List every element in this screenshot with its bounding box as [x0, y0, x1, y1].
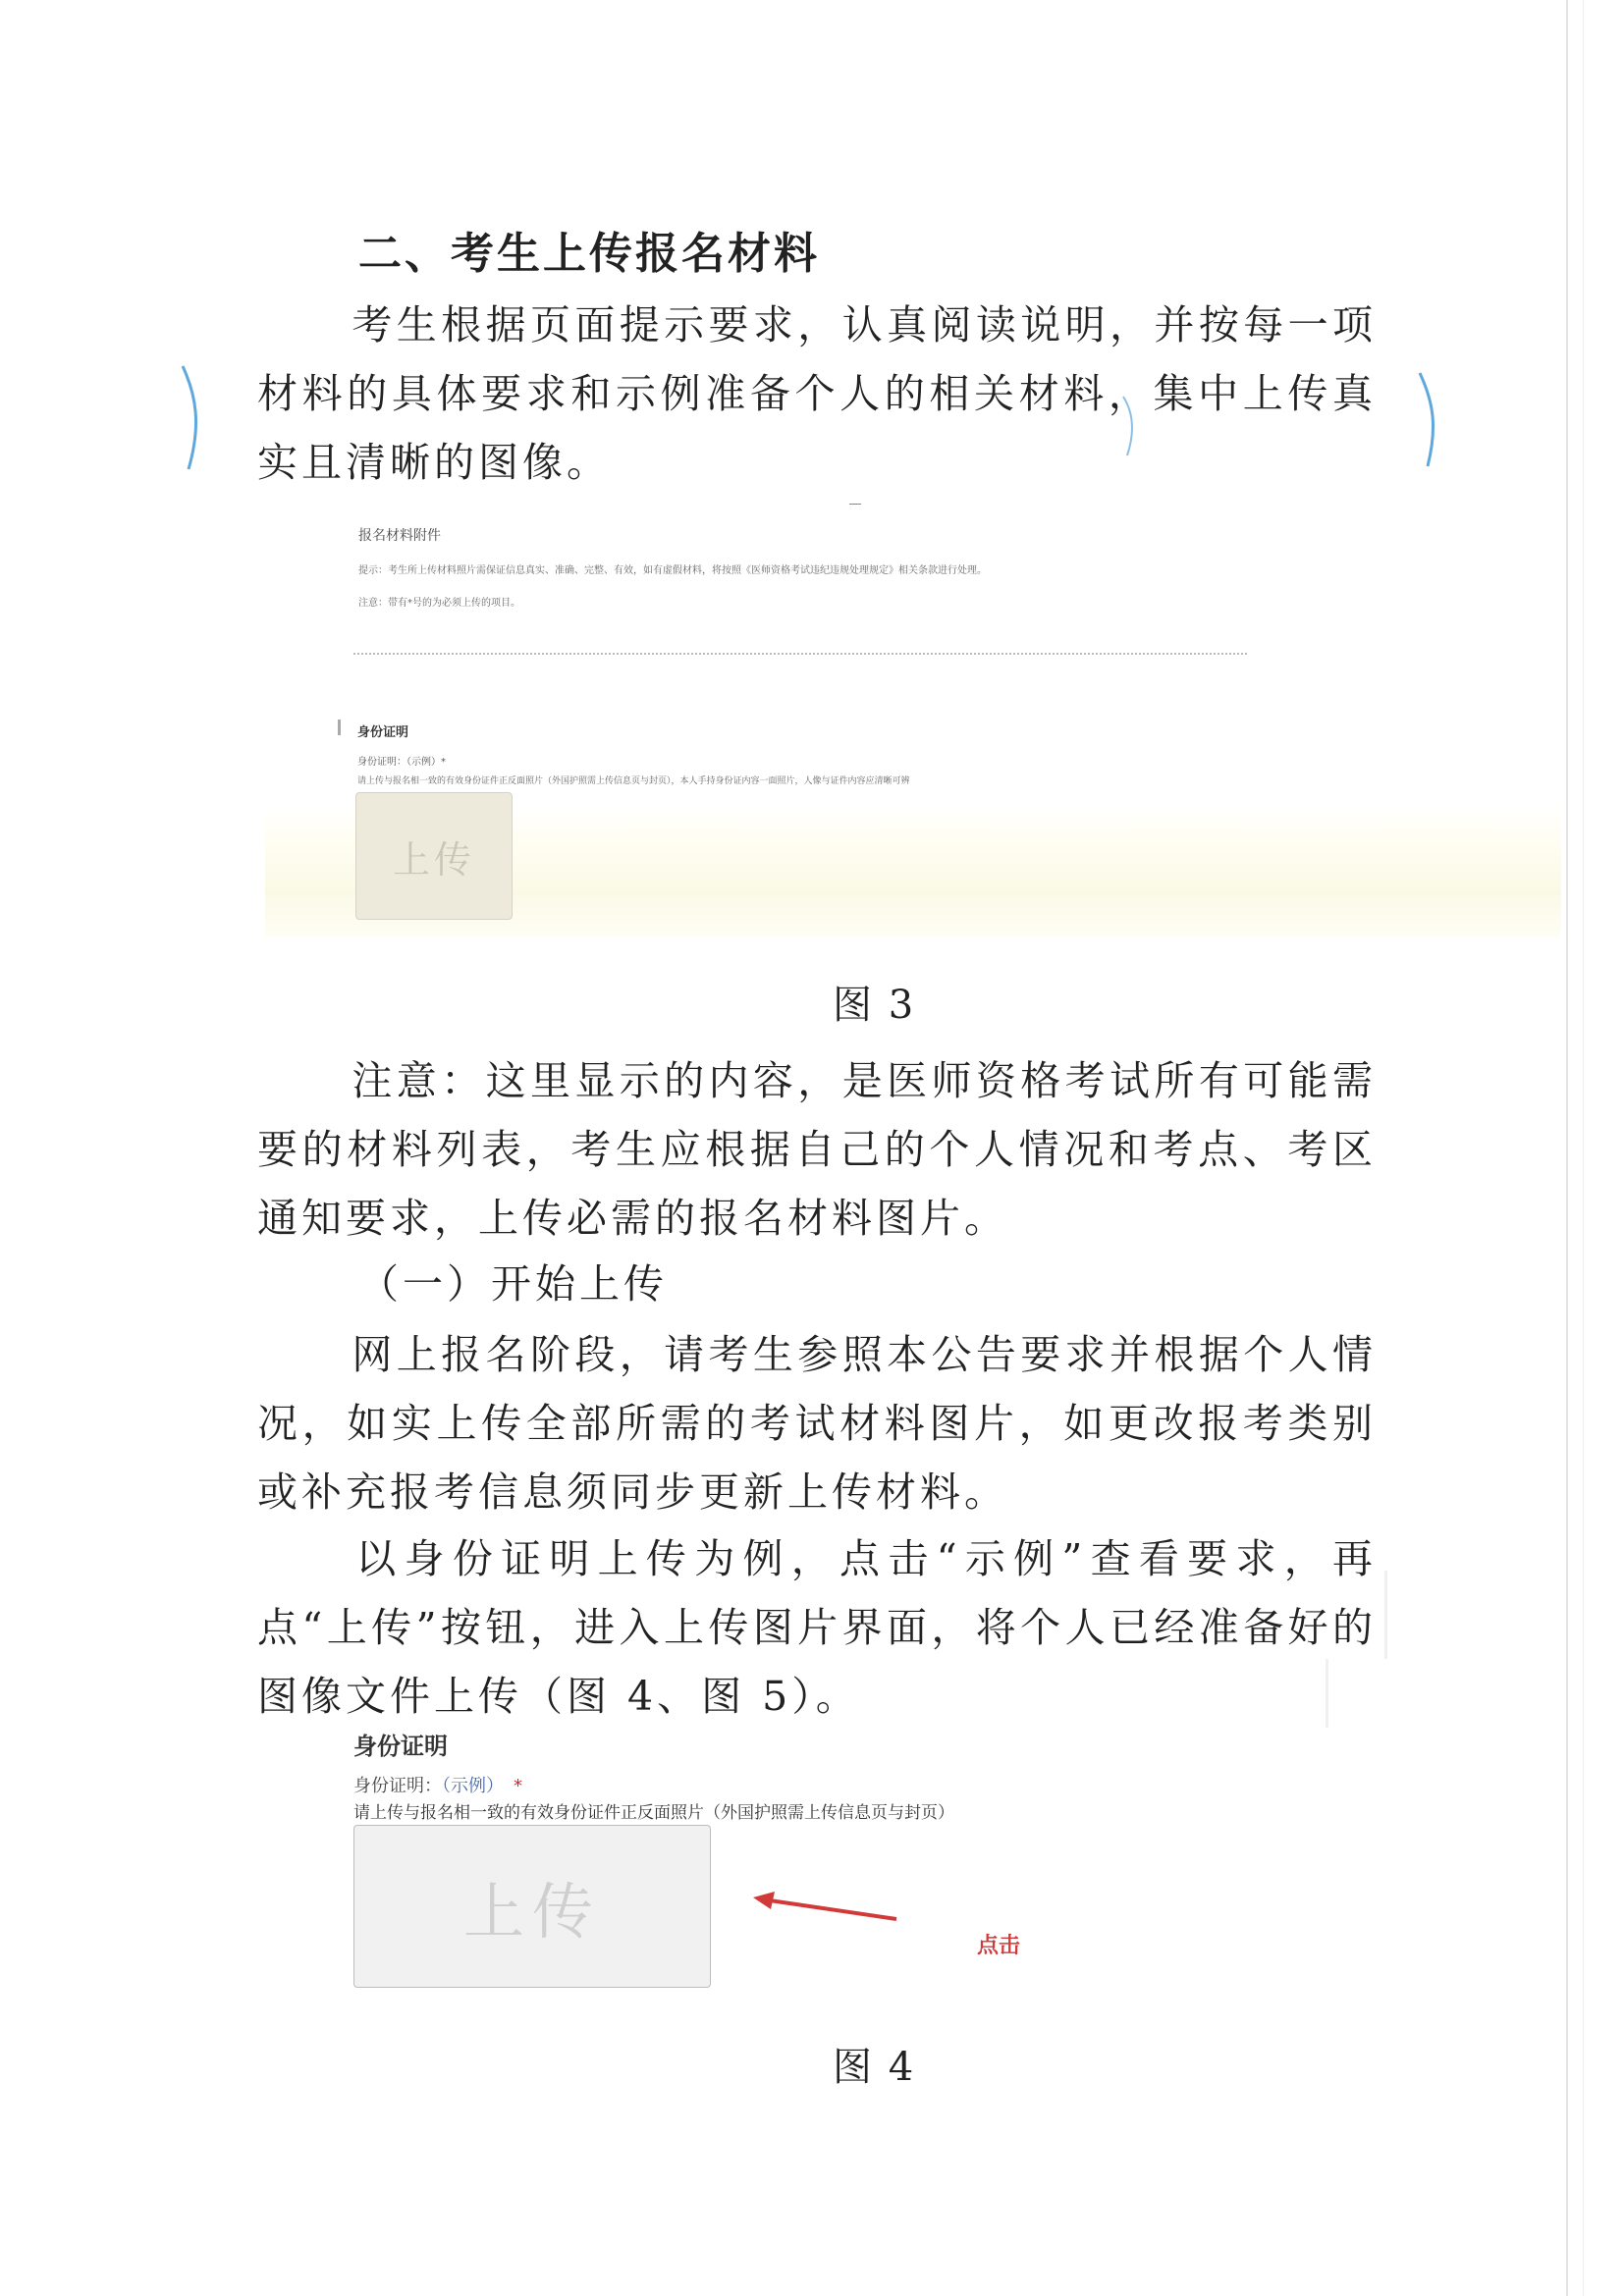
scan-tick-mark	[849, 504, 861, 505]
attachments-tip: 提示：考生所上传材料照片需保证信息真实、准确、完整、有效，如有虚假材料，将按照《医师资格考试违纪违规处理规定》相关条款进行处理。	[358, 565, 987, 576]
figure-4-caption: 图 4	[833, 2045, 916, 2090]
figure-3-screenshot	[265, 496, 1561, 937]
dotted-divider	[353, 653, 1247, 655]
paragraph-2	[257, 1046, 1377, 1253]
paragraph-2-text: 注意：这里显示的内容，是医师资格考试所有可能需要的材料列表，考生应根据自己的个人情况和考点、考区通知要求，上传必需的报名材料图片。	[257, 1057, 1377, 1242]
paragraph-3-text: 网上报名阶段，请考生参照本公告要求并根据个人情况，如实上传全部所需的考试材料图片，如更改报考类别或补充报考信息须同步更新上传材料。	[257, 1331, 1377, 1516]
subheading-start-upload: （一）开始上传	[358, 1260, 668, 1308]
scan-mark	[1384, 1571, 1387, 1659]
scan-edge-line-secondary	[1583, 0, 1584, 2296]
id-proof-field-label	[353, 1772, 522, 1797]
id-proof-requirement: 请上传与报名相一致的有效身份证件正反面照片（外国护照需上传信息页与封页）	[353, 1803, 954, 1823]
id-proof-section-title: 身份证明	[353, 1733, 448, 1760]
id-proof-field-label: 身份证明：（示例）*	[357, 757, 446, 768]
paragraph-1	[257, 291, 1377, 497]
id-proof-requirement: 请上传与报名相一致的有效身份证件正反面照片（外国护照需上传信息页与封页），本人手持身份证内容一面照片，人像与证件内容应清晰可辨	[357, 776, 910, 786]
id-proof-section-title: 身份证明	[357, 725, 409, 740]
paragraph-1-text: 考生根据页面提示要求，认真阅读说明，并按每一项材料的具体要求和示例准备个人的相关材料，集中上传真实且清晰的图像。	[257, 301, 1377, 486]
pen-scribble	[1119, 393, 1139, 461]
attachments-title: 报名材料附件	[358, 528, 441, 544]
example-link[interactable]: （示例）	[442, 1776, 504, 1796]
paragraph-3	[257, 1320, 1377, 1526]
pen-scribble	[1414, 368, 1443, 476]
paragraph-4	[257, 1524, 1377, 1731]
click-annotation: 点击	[977, 1934, 1021, 1958]
pen-scribble	[177, 361, 206, 479]
upload-button[interactable]	[355, 792, 513, 920]
scan-edge-line	[1566, 0, 1568, 2296]
figure-4-screenshot	[334, 1723, 1316, 2017]
section-marker-bar	[338, 720, 341, 735]
section-heading: 二、考生上传报名材料	[358, 229, 820, 279]
required-mark: *	[514, 1776, 522, 1796]
red-arrow-icon	[751, 1890, 898, 1929]
attachments-note: 注意：带有*号的为必须上传的项目。	[358, 598, 520, 609]
upload-button[interactable]	[353, 1825, 711, 1988]
upload-button-label: 上传	[462, 1875, 601, 1948]
paragraph-4-text: 以身份证明上传为例，点击“示例”查看要求，再点“上传”按钮，进入上传图片界面，将个人已经准备好的图像文件上传（图 4、图 5）。	[257, 1535, 1377, 1720]
figure-3-caption: 图 3	[833, 983, 916, 1028]
upload-button-label: 上传	[392, 837, 475, 881]
field-label-text: 身份证明：	[353, 1776, 442, 1796]
